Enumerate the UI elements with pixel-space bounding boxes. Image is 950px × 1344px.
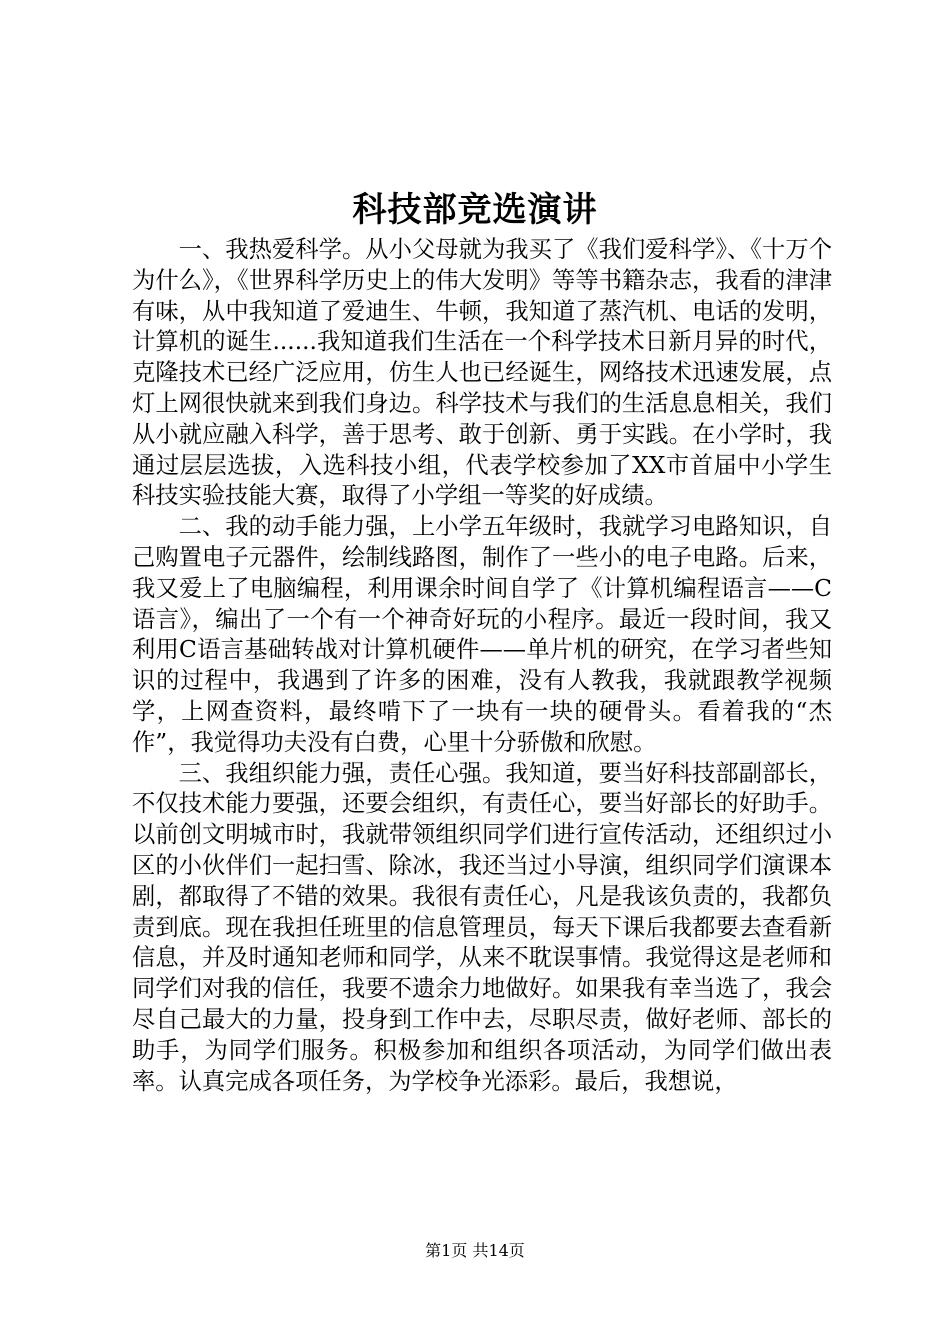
paragraph-1: 一、我热爱科学。从小父母就为我买了《我们爱科学》、《十万个为什么》，《世界科学历史上的伟大发明》等等书籍杂志，我看的津津有味，从中我知道了爱迪生、牛顿，我知道了蒸汽机、电话的发明，计算机的诞生......我知道我们生活在一个科学技术日新月异的时代，克隆技术已经广泛应用，仿生人也已经诞生，网络技术迅速发展，点灯上网很快就来到我们身边。科学技术与我们的生活息息相关，我们从小就应融入科学，善于思考、敢于创新、勇于实践。在小学时，我通过层层选拔，入选科技小组，代表学校参加了XX市首届中小学生科技实验技能大赛，取得了小学组一等奖的好成绩。 [132, 236, 832, 510]
paragraph-3: 三、我组织能力强，责任心强。我知道，要当好科技部副部长，不仅技术能力要强，还要会组织，有责任心，要当好部长的好助手。以前创文明城市时，我就带领组织同学们进行宣传活动，还组织过小区的小伙伴们一起扫雪、除冰，我还当过小导演，组织同学们演课本剧，都取得了不错的效果。我很有责任心，凡是我该负责的，我都负责到底。现在我担任班里的信息管理员，每天下课后我都要去查看新信息，并及时通知老师和同学，从来不耽误事情。我觉得这是老师和同学们对我的信任，我要不遗余力地做好。如果我有幸当选了，我会尽自己最大的力量，投身到工作中去，尽职尽责，做好老师、部长的助手，为同学们服务。积极参加和组织各项活动，为同学们做出表率。认真完成各项任务，为学校争光添彩。最后，我想说， [132, 759, 832, 1095]
document-body [132, 235, 832, 1097]
paragraph-2: 二、我的动手能力强，上小学五年级时，我就学习电路知识，自己购置电子元器件，绘制线路图，制作了一些小的电子电路。后来，我又爱上了电脑编程，利用课余时间自学了《计算机编程语言——C语言》，编出了一个有一个神奇好玩的小程序。最近一段时间，我又利用C语言基础转战对计算机硬件——单片机的研究，在学习者些知识的过程中，我遇到了许多的困难，没有人教我，我就跟教学视频学，上网查资料，最终啃下了一块有一块的硬骨头。看着我的“杰作”，我觉得功夫没有白费，心里十分骄傲和欣慰。 [132, 513, 832, 756]
page-footer: 第1页 共14页 [425, 1241, 525, 1260]
document-title: 科技部竞选演讲 [352, 190, 598, 230]
